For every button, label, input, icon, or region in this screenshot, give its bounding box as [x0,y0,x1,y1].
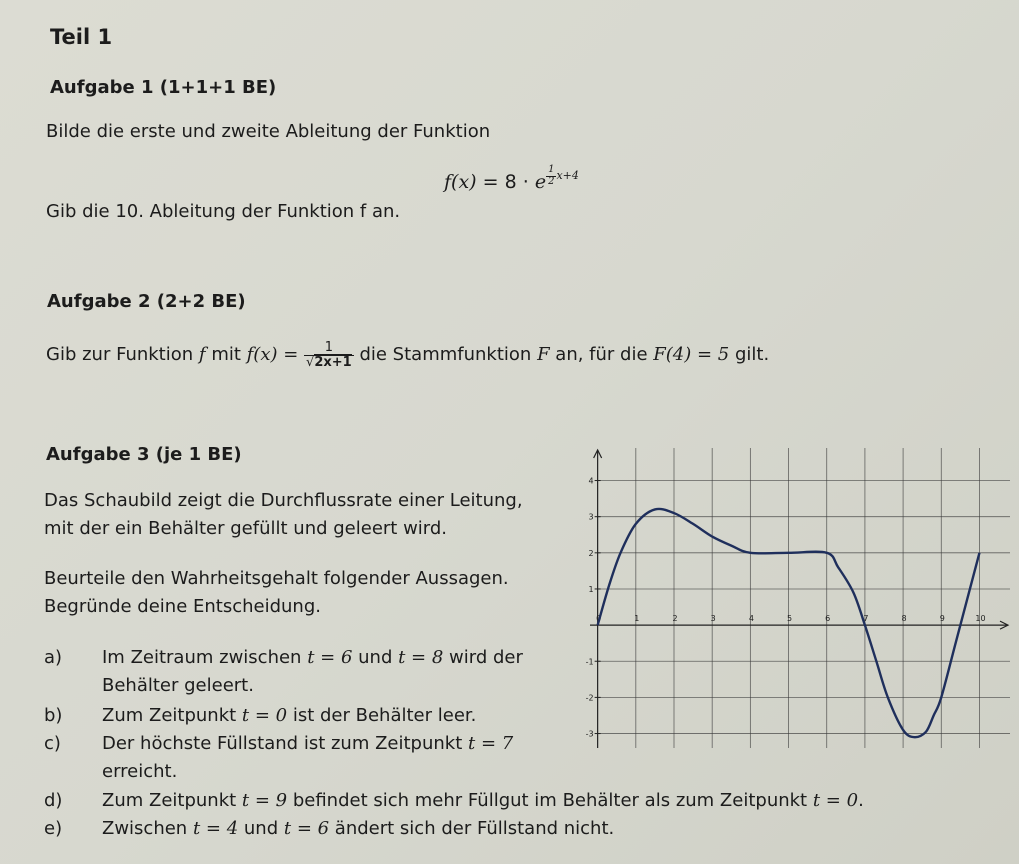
item-text: befindet sich mehr Füllgut im Behälter als zum Zeitpunkt [287,790,813,811]
task2-f-lhs: f(x) = [246,344,299,365]
item-label: c) [44,733,61,754]
formula-exp-num: 1 [548,164,555,175]
task2-text-e: gilt. [734,344,770,365]
item-text: wird der [443,647,523,668]
task3-instr1: Beurteile den Wahrheitsgehalt folgender Aussagen. [44,568,509,589]
task1-formula [444,165,579,193]
item-text: ist der Behälter leer. [287,705,477,726]
y-tick-label: -2 [585,693,594,703]
item-math: t = 6 [307,647,353,668]
task3-item-a-line2: Behälter geleert. [102,675,254,696]
item-math: t = 6 [283,818,330,839]
item-text: Der höchste Füllstand ist zum Zeitpunkt [102,733,468,754]
formula-exp-frac [546,165,556,187]
task3-heading: Aufgabe 3 (je 1 BE) [46,444,242,465]
x-tick-label: 0 [596,614,602,624]
item-label: b) [44,705,63,726]
y-tick-label: -3 [585,729,594,739]
task1-line2: Gib die 10. Ableitung der Funktion f an. [46,201,401,222]
task3-item-b [44,705,476,726]
task2-f-den: 2x+1 [314,354,352,370]
item-text: Zum Zeitpunkt [102,790,242,811]
item-text: ändert sich der Füllstand nicht. [329,818,615,839]
formula-eq: = 8 · [482,171,529,193]
item-text: Im Zeitraum zwischen [102,647,308,668]
item-text: Zwischen [102,818,193,839]
task3-instr2: Begründe deine Entscheidung. [44,596,321,617]
item-label: a) [44,647,63,668]
item-label: d) [44,790,63,811]
task2-condition: F(4) = 5 [653,344,730,365]
formula-exp-rest: x+4 [556,169,579,182]
task2-fraction: $\frac{1}{√2x+1}$ [306,339,352,370]
formula-lhs: f(x) [444,171,477,193]
x-tick-label: 7 [863,614,869,624]
x-tick-label: 8 [901,614,907,624]
item-text: . [858,790,864,811]
x-tick-label: 5 [786,614,793,624]
x-tick-label: 1 [634,614,640,624]
task1-line1: Bilde die erste und zweite Ableitung der Funktion [46,121,491,142]
part-title: Teil 1 [50,25,113,49]
item-text: und [238,818,284,839]
task1-heading: Aufgabe 1 (1+1+1 BE) [50,77,277,98]
y-tick-label: 1 [588,584,594,594]
task2-text [46,338,769,372]
item-label: e) [44,818,63,839]
x-tick-label: 10 [975,614,986,624]
x-tick-label: 2 [672,614,678,624]
task2-text-a: Gib zur Funktion [46,344,194,365]
task2-var-F: F [537,344,550,365]
y-tick-label: 2 [588,548,594,558]
task3-item-e [44,818,614,839]
item-math: t = 9 [241,790,288,811]
item-math: t = 0 [241,705,288,726]
task2-heading: Aufgabe 2 (2+2 BE) [47,291,246,312]
task3-item-d [44,790,864,811]
task3-intro1: Das Schaubild zeigt die Durchflussrate einer Leitung, [44,490,523,511]
task2-var-f: f [198,344,206,365]
item-math: t = 0 [812,790,859,811]
flow-rate-chart [585,448,1010,748]
item-math: t = 8 [398,647,444,668]
task3-item-c-line2: erreicht. [102,761,178,782]
x-tick-label: 9 [939,614,945,624]
item-text: Zum Zeitpunkt [102,705,242,726]
task2-text-c: die Stammfunktion [359,344,532,365]
x-tick-label: 6 [825,614,831,624]
task2-f-num: 1 [304,341,354,356]
formula-base: e [534,171,547,193]
item-math: t = 7 [468,733,514,754]
formula-exp-den: 2 [548,175,555,187]
task3-item-c [44,733,513,754]
x-tick-label: 3 [710,614,716,624]
task3-item-a [44,647,523,668]
task3-intro2: mit der ein Behälter gefüllt und geleert wird. [44,518,448,539]
x-tick-label: 4 [748,614,754,624]
item-text: und [352,647,399,668]
y-tick-label: 3 [588,512,594,522]
item-math: t = 4 [192,818,239,839]
y-tick-label: -1 [585,657,594,667]
task2-text-b: mit [211,344,241,365]
task2-text-d: an, für die [555,344,648,365]
y-tick-label: 4 [588,476,594,486]
